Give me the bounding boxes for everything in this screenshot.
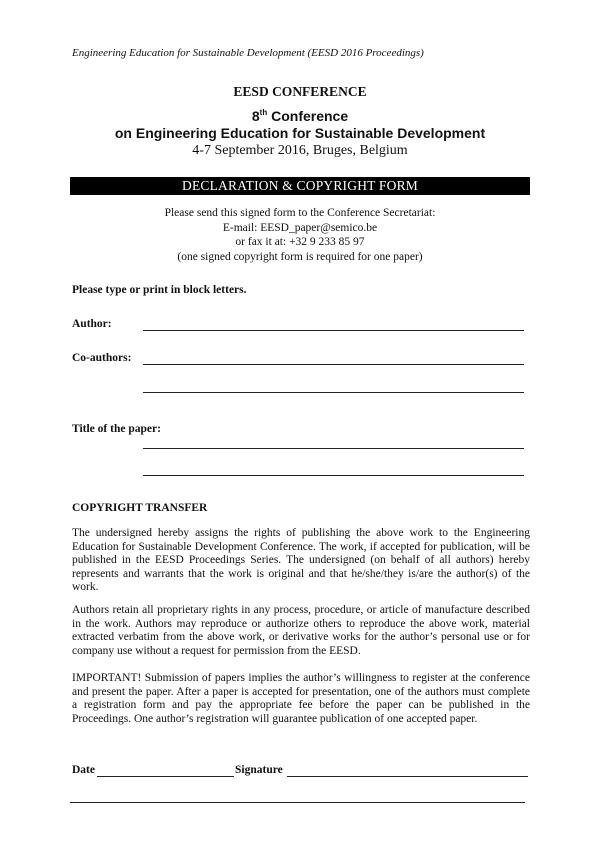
form-title-banner: DECLARATION & COPYRIGHT FORM (70, 177, 530, 195)
bottom-rule (70, 802, 525, 803)
block-letters-note: Please type or print in block letters. (72, 284, 247, 296)
coauthors-field-line[interactable] (143, 364, 524, 365)
copyright-paragraph: The undersigned hereby assigns the rights of publishing the above work to the Engineering Education for Sustainable Development Conference. The work, if accepted for publication, will be published in the EESD Proceedings Series. The undersigned (on behalf of all authors) hereby represents and warrants that the work is original and that he/she/they is/are the author(s) of the work. (72, 527, 530, 594)
send-line: (one signed copyright form is required for one paper) (177, 250, 423, 263)
paper-title-field-line[interactable] (143, 448, 524, 449)
conference-edition (0, 108, 600, 124)
date-label: Date (72, 764, 95, 776)
send-instructions (0, 206, 600, 264)
author-field-line[interactable] (143, 330, 524, 331)
copyright-heading: COPYRIGHT TRANSFER (72, 502, 208, 514)
author-label: Author: (72, 318, 112, 330)
copyright-paragraph: Authors retain all proprietary rights in any process, procedure, or article of manufacture described in the work. Authors may reproduce or authorize others to reproduce the above work, material extracted verbatim from the above work, or derivative works for the author’s personal use or for company use without a request for permission from the EESD. (72, 604, 530, 657)
signature-label: Signature (235, 764, 283, 776)
send-line: or fax it at: +32 9 233 85 97 (235, 236, 365, 248)
paper-title-label: Title of the paper: (72, 423, 161, 435)
edition-word: Conference (271, 108, 349, 124)
edition-suffix: th (259, 108, 268, 117)
conference-dates: 4-7 September 2016, Bruges, Belgium (192, 143, 408, 158)
running-header: Engineering Education for Sustainable Development (EESD 2016 Proceedings) (72, 47, 424, 59)
copyright-paragraph: IMPORTANT! Submission of papers implies the author’s willingness to register at the conference and present the paper. After a paper is accepted for presentation, one of the authors must complete a registration form and pay the appropriate fee before the paper can be published in the Proceedings. One author’s registration will guarantee publication of one accepted paper. (72, 672, 530, 725)
paper-title-field-line[interactable] (143, 475, 524, 476)
conference-name: EESD CONFERENCE (233, 84, 367, 99)
conference-title: on Engineering Education for Sustainable Development (114, 125, 486, 141)
coauthors-label: Co-authors: (72, 352, 132, 364)
coauthors-field-line[interactable] (143, 392, 524, 393)
send-line: Please send this signed form to the Conference Secretariat: (164, 207, 436, 219)
signature-field-line[interactable] (287, 776, 528, 777)
send-line: E-mail: EESD_paper@semico.be (222, 221, 378, 234)
date-field-line[interactable] (97, 776, 234, 777)
edition-number: 8 (251, 108, 260, 124)
